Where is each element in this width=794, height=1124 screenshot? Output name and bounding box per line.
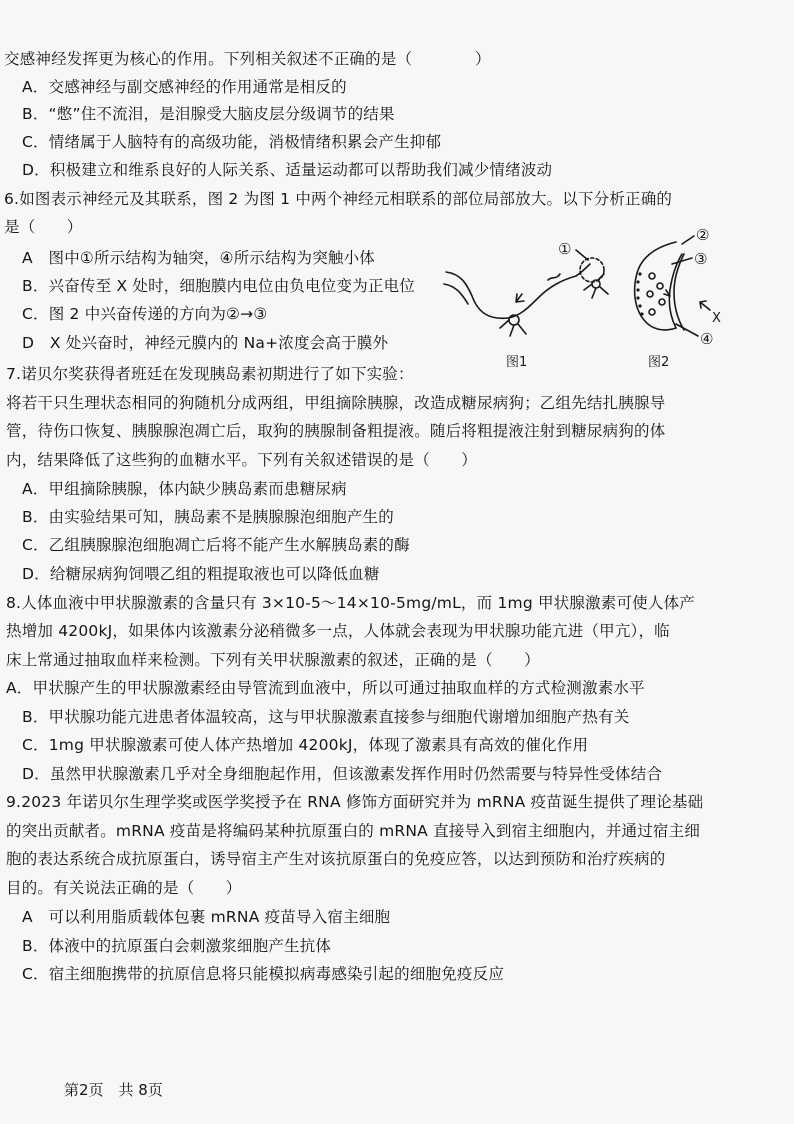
postsynaptic-membrane-2 <box>674 254 684 330</box>
q5-stem: 交感神经发挥更为核心的作用。下列相关叙述不正确的是（ ） <box>4 50 491 68</box>
axon-left-branch-2 <box>444 284 468 304</box>
q8-option-d: D．虽然甲状腺激素几乎对全身细胞起作用，但该激素发挥作用时仍然需要与特异性受体结合 <box>22 765 663 783</box>
figure-1-caption: 图1 <box>506 355 528 370</box>
label-x: X <box>712 311 721 326</box>
q7-line-2: 将若干只生理状态相同的狗随机分成两组，甲组摘除胰腺，改造成糖尿病狗；乙组先结扎胰腺导 <box>6 394 666 412</box>
impulse-mark <box>548 274 560 280</box>
label-2: ② <box>696 226 710 244</box>
q8-line-2: 热增加 4200kJ，如果体内该激素分泌稍微多一点，人体就会表现为甲状腺功能亢进（甲亢），临 <box>6 622 670 640</box>
figure-1-neurons <box>444 250 608 336</box>
q9-line-4: 目的。有关说法正确的是（ ） <box>6 879 242 897</box>
q7-option-b: B．由实验结果可知，胰岛素不是胰腺腺泡细胞产生的 <box>22 508 394 526</box>
q6-option-d: D X 处兴奋时，神经元膜内的 Na+浓度会高于膜外 <box>22 334 389 352</box>
page-number-footer: 第2页 共 8页 <box>64 1081 163 1099</box>
q6-stem-line-2: 是（ ） <box>4 218 83 236</box>
arrow-icon <box>516 294 524 302</box>
q8-line-3: 床上常通过抽取血样来检测。下列有关甲状腺激素的叙述，正确的是（ ） <box>6 651 540 669</box>
synaptic-knob-outline <box>635 242 676 330</box>
postsynaptic-membrane <box>669 254 682 328</box>
q5-option-c: C．情绪属于人脑特有的高级功能，消极情绪积累会产生抑郁 <box>22 133 442 151</box>
q5-option-a: A．交感神经与副交感神经的作用通常是相反的 <box>22 78 347 96</box>
q8-line-1: 8.人体血液中甲状腺激素的含量只有 3×10-5～14×10-5mg/mL，而 1mg 甲状腺激素可使人体产 <box>6 594 695 612</box>
q9-option-c: C．宿主细胞携带的抗原信息将只能模拟病毒感染引起的细胞免疫反应 <box>22 965 505 983</box>
q9-option-b: B．体液中的抗原蛋白会刺激浆细胞产生抗体 <box>22 937 332 955</box>
q7-line-3: 管，待伤口恢复、胰腺腺泡凋亡后，取狗的胰腺制备粗提液。随后将粗提液注射到糖尿病狗的体 <box>6 422 666 440</box>
vesicle <box>657 283 663 289</box>
q7-option-a: A．甲组摘除胰腺，体内缺少胰岛素而患糖尿病 <box>22 480 347 498</box>
figure-2-caption: 图2 <box>648 355 670 370</box>
vesicle <box>647 291 653 297</box>
label-2-leader <box>682 236 694 244</box>
label-4-leader <box>676 324 698 336</box>
vesicle <box>659 299 665 305</box>
q8-option-b: B．甲状腺功能亢进患者体温较高，这与甲状腺激素直接参与细胞代谢增加细胞产热有关 <box>22 708 630 726</box>
q5-option-d: D．积极建立和维系良好的人际关系、适量运动都可以帮助我们减少情绪波动 <box>22 161 553 179</box>
q6-option-a: A 图中①所示结构为轴突，④所示结构为突触小体 <box>22 249 375 267</box>
q8-option-c: C．1mg 甲状腺激素可使人体产热增加 4200kJ，体现了激素具有高效的催化作用 <box>22 736 589 754</box>
q7-option-c: C．乙组胰腺腺泡细胞凋亡后将不能产生水解胰岛素的酶 <box>22 536 410 554</box>
q6-option-b: B．兴奋传至 X 处时，细胞膜内电位由负电位变为正电位 <box>22 277 416 295</box>
axon-main <box>508 276 576 318</box>
label-4: ④ <box>700 330 714 348</box>
q7-option-d: D．给糖尿病狗饲喂乙组的粗提取液也可以降低血糖 <box>22 565 380 583</box>
q9-line-2: 的突出贡献者。mRNA 疫苗是将编码某种抗原蛋白的 mRNA 直接导入到宿主细胞内，并通过宿主细 <box>6 822 701 840</box>
axon-terminal <box>576 264 590 276</box>
vesicle <box>649 309 655 315</box>
x-arrow-icon <box>700 301 710 310</box>
label-1: ① <box>558 240 572 258</box>
neuron-figure <box>438 224 738 374</box>
axon-left-branch <box>446 272 508 318</box>
q7-line-1: 7.诺贝尔奖获得者班廷在发现胰岛素初期进行了如下实验： <box>6 365 414 383</box>
q5-option-b: B．“憋”住不流泪，是泪腺受大脑皮层分级调节的结果 <box>22 105 395 123</box>
q9-option-a: A 可以利用脂质载体包裹 mRNA 疫苗导入宿主细胞 <box>22 908 391 926</box>
q7-line-4: 内，结果降低了这些狗的血糖水平。下列有关叙述错误的是（ ） <box>6 451 478 469</box>
neuron-2-dendrites <box>584 274 608 298</box>
vesicle <box>649 273 655 279</box>
neuron-figure-svg <box>438 224 738 374</box>
q9-line-3: 胞的表达系统合成抗原蛋白，诱导宿主产生对该抗原蛋白的免疫应答，以达到预防和治疗疾病的 <box>6 850 666 868</box>
q8-option-a: A．甲状腺产生的甲状腺激素经由导管流到血液中，所以可通过抽取血样的方式检测激素水平 <box>6 679 645 697</box>
label-1-leader <box>576 250 588 260</box>
neuron-1-dendrites <box>500 320 526 336</box>
q6-stem-line-1: 6.如图表示神经元及其联系，图 2 为图 1 中两个神经元相联系的部位局部放大。以下分析正确的 <box>4 190 673 208</box>
label-3: ③ <box>694 250 708 268</box>
q9-line-1: 9.2023 年诺贝尔生理学奖或医学奖授予在 RNA 修饰方面研究并为 mRNA 疫苗诞生提供了理论基础 <box>6 793 704 811</box>
q6-option-c: C．图 2 中兴奋传递的方向为②→③ <box>22 305 268 323</box>
